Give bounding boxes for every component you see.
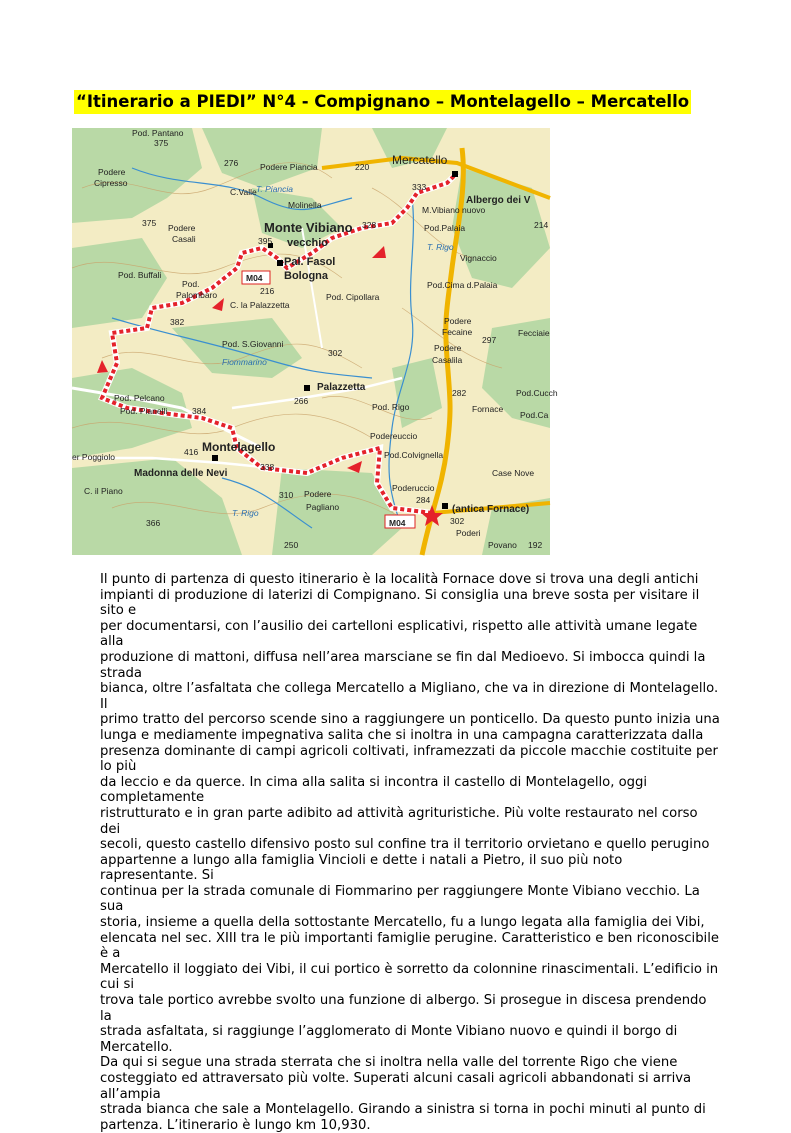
map-label: M04 [246,273,263,283]
map-label: Case Nove [492,468,535,478]
map-label: 302 [328,348,343,358]
map-label: 416 [184,447,199,457]
map-label: Palombaro [176,290,218,300]
map-label: Casalila [432,355,463,365]
map-label: C. la Palazzetta [230,300,290,310]
map-label: 366 [146,518,161,528]
map-label: 297 [482,335,497,345]
map-label: Monte Vibiano [264,220,353,235]
map-label: Podere [168,223,196,233]
map-label: 250 [284,540,299,550]
map-label: Fecciaie [518,328,550,338]
map-label: (antica Fornace) [452,504,530,515]
map-label: Povano [488,540,517,550]
route-map [72,128,558,555]
map-label: Pod.Ca [520,410,549,420]
page-title: “Itinerario a PIEDI” N°4 - Compignano – Montelagello – Mercatello [74,90,691,114]
map-label: 216 [260,286,275,296]
map-label: Fornace [472,404,504,414]
map-label: 384 [192,406,207,416]
map-label: 333 [412,182,427,192]
map-label: 375 [154,138,169,148]
map-label: Molinella [288,200,322,210]
map-svg [72,128,558,555]
map-label: 220 [355,162,370,172]
map-label: Pagliano [306,502,340,512]
map-label: M04 [389,518,406,528]
map-label: 310 [279,490,294,500]
map-label: Pod. Pantano [132,128,184,138]
map-label: Montelagello [202,440,276,454]
map-label: 328 [362,220,377,230]
map-label: M.Vibiano nuovo [422,205,486,215]
map-label: Poderuccio [392,483,435,493]
map-label: Pod.Cima d.Palaia [427,280,498,290]
map-label: Casali [172,234,196,244]
map-label: 375 [142,218,157,228]
map-label: 302 [450,516,465,526]
map-label: 192 [528,540,543,550]
map-label: Pod. Cipollara [326,292,380,302]
map-label: Pal. Fasol [284,256,336,268]
map-label: Pod. Rigo [372,402,410,412]
map-label: C.Valle [230,187,257,197]
map-label: 282 [452,388,467,398]
map-label: Podere [304,489,332,499]
map-label: Pod.Colvignella [384,450,444,460]
map-label: Cipresso [94,178,128,188]
map-label: Podereuccio [370,431,418,441]
map-label: C. il Piano [84,486,123,496]
map-label: Podere Piancia [260,162,318,172]
map-label: Pod. Buffali [118,270,162,280]
map-label: Madonna delle Nevi [134,468,228,479]
map-label: Podere [444,316,472,326]
map-label: T. Piancia [256,184,294,194]
map-label: Pod.Palaia [424,223,466,233]
map-label: Poderi [456,528,481,538]
map-label: Palazzetta [317,382,366,393]
map-label: vecchio [287,237,328,249]
map-label: Fiommarino [222,357,267,367]
map-label: 284 [416,495,431,505]
itinerary-description: Il punto di partenza di questo itinerario è la località Fornace dove si trova una degli antichi impianti di produzione di laterizi di Compignano. Si consiglia una breve sosta per visitare il sito e per documentarsi, con l’ausilio dei cartelloni esplicativi, rispetto alle attività umane legate alla produzione di mattoni, diffusa nell’area marsciane se fin dal Medioevo. Si imbocca quindi la strada bianca, oltre l’asfaltata che collega Mercatello a Migliano, che va in direzione di Montelagello. Il primo tratto del percorso scende sino a raggiungere un ponticello. Da questo punto inizia una lunga e mediamente impegnativa salita che si inoltra in una campagna caratterizzata dalla presenza dominante di campi agricoli coltivati, inframezzati da piccole macchie costituite per lo più da leccio e da querce. In cima alla salita si incontra il castello di Montelagello, oggi completamente ristrutturato e in gran parte adibito ad attività agrituristiche. Più volte restaurato nel corso dei secoli, questo castello difensivo posto sul confine tra il territorio orvietano e quello perugino appartenne a lungo alla famiglia Vincioli e dette i natali a Pietro, il suo più noto rapresentante. Si continua per la strada comunale di Fiommarino per raggiungere Monte Vibiano vecchio. La sua storia, insieme a quella della sottostante Mercatello, fu a lungo legata alla famiglia dei Vibi, elencata nel sec. XIII tra le più importanti famiglie perugine. Caratteristico e ben riconoscibile è a Mercatello il loggiato dei Vibi, il cui portico è sorretto da colonnine rinascimentali. L’edificio in cui si trova tale portico avrebbe svolto una funzione di albergo. Si prosegue in discesa prendendo la strada asfaltata, si raggiunge l’agglomerato di Monte Vibiano nuovo e quindi il borgo di Mercatello. Da qui si segue una strada sterrata che si inoltra nella valle del torrente Rigo che viene costeggiato ed attraversato più volte. Superati alcuni casali agricoli abbandonati si arriva all’ampia strada bianca che sale a Montelagello. Girando a sinistra si torna in pochi minuti al punto di partenza. L’itinerario è lungo km 10,930. [100,572,720,1133]
map-label: Pod. S.Giovanni [222,339,284,349]
map-label: Pod. Pianelli [120,406,168,416]
map-label: 276 [224,158,239,168]
map-label: Podere [434,343,462,353]
map-label: er Poggiolo [72,452,116,462]
map-label: Pod.Cucch [516,388,558,398]
map-label: T. Rigo [232,508,259,518]
map-label: Pod. Pelcano [114,393,165,403]
map-label: T. Rigo [427,242,454,252]
map-label: Podere [98,167,126,177]
map-label: 382 [170,317,185,327]
map-label: Pod. [182,279,200,289]
map-label: Fecaine [442,327,473,337]
map-label: 214 [534,220,549,230]
map-label: 395 [258,236,273,246]
map-label: Mercatello [392,153,448,167]
map-label: Vignaccio [460,253,497,263]
title-container [74,90,691,114]
map-label: Bologna [284,270,328,282]
map-label: 338 [260,462,275,472]
map-label: 266 [294,396,309,406]
map-label: Albergo dei V [466,195,531,206]
